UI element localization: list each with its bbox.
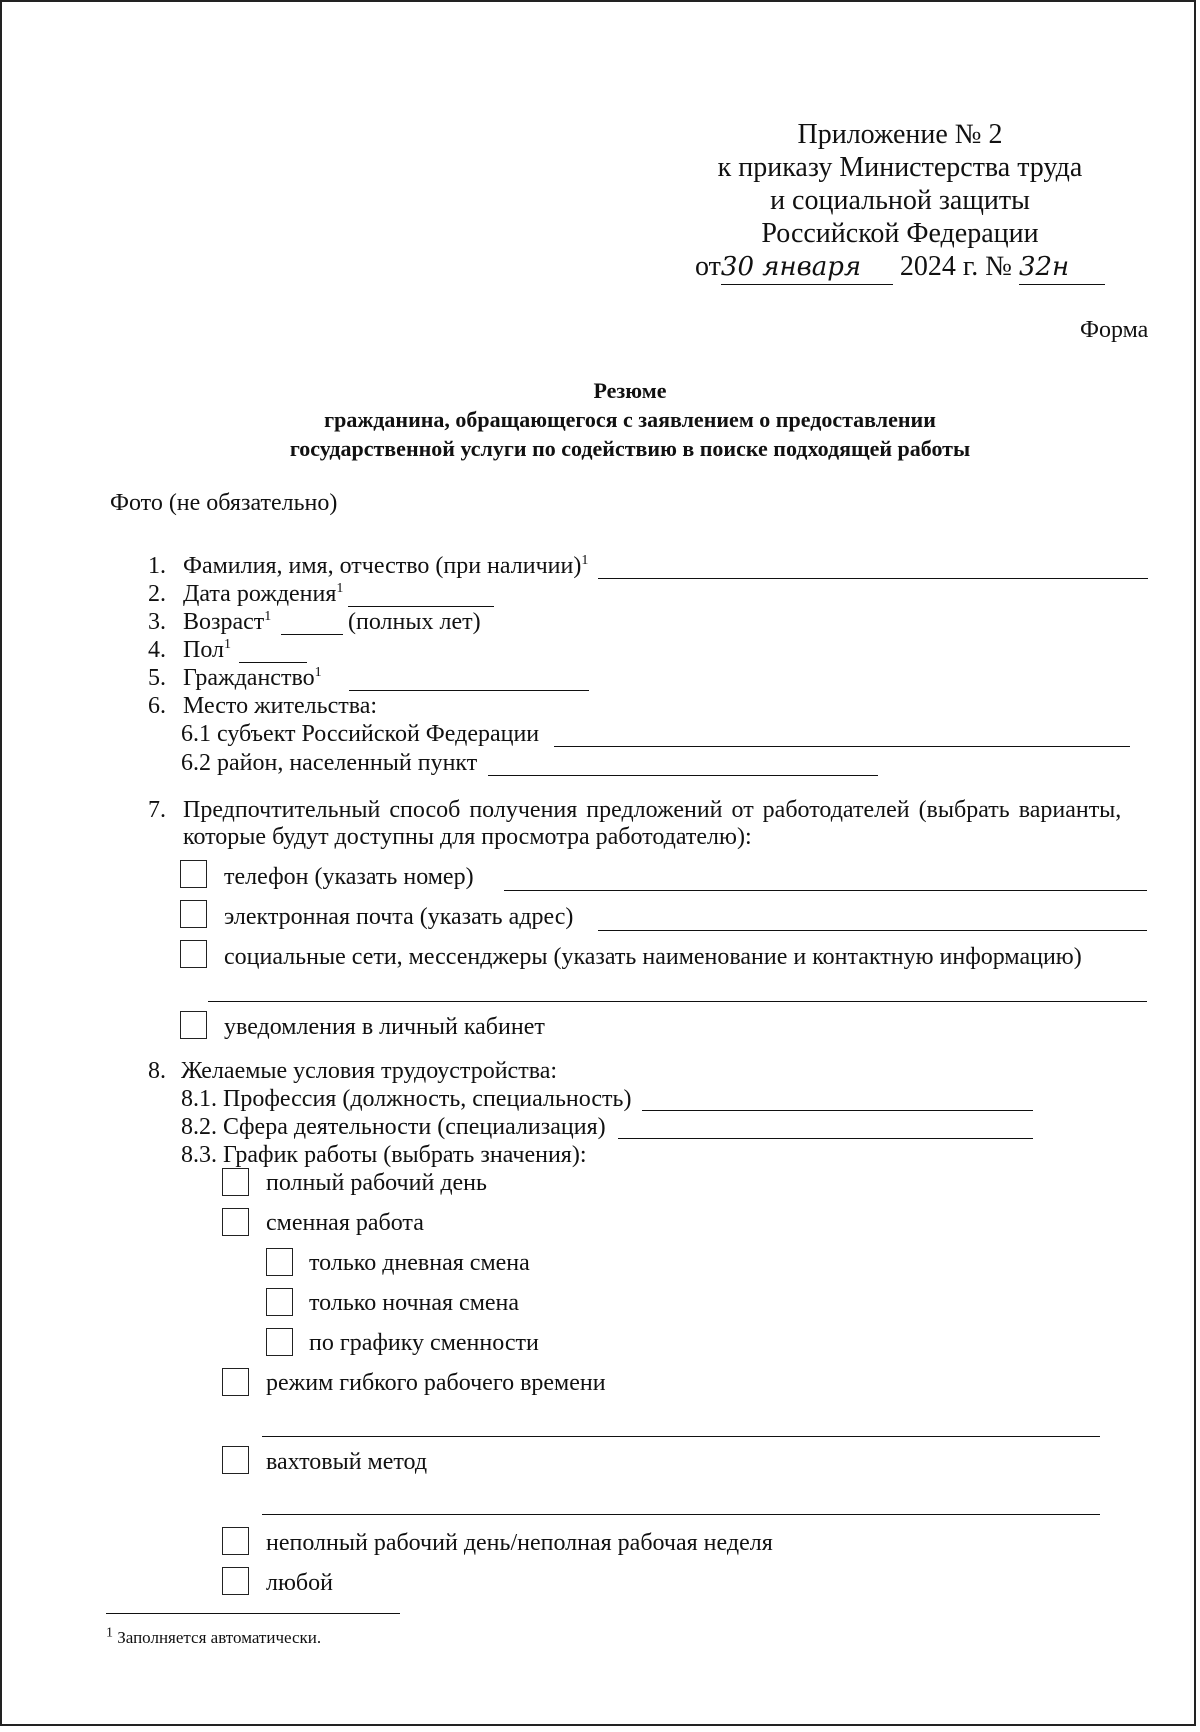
residence-label: Место жительства:: [183, 693, 378, 719]
flex-time-field[interactable]: [262, 1436, 1100, 1437]
full-day-label: полный рабочий день: [266, 1170, 487, 1196]
handwritten-number: 32н: [1019, 251, 1105, 285]
rotation-field[interactable]: [262, 1514, 1100, 1515]
sphere-label: 8.2. Сфера деятельности (специализация): [181, 1114, 606, 1140]
order-year: 2024 г. №: [899, 251, 1012, 282]
email-option-label: электронная почта (указать адрес): [224, 904, 574, 930]
item-number: 3.: [148, 609, 166, 635]
social-field[interactable]: [208, 1001, 1147, 1002]
from-prefix: от: [695, 251, 721, 282]
cabinet-option-label: уведомления в личный кабинет: [224, 1014, 545, 1040]
region-label: 6.1 субъект Российской Федерации: [181, 721, 540, 747]
night-shift-checkbox[interactable]: [266, 1288, 293, 1316]
phone-checkbox[interactable]: [180, 860, 207, 888]
conditions-label: Желаемые условия трудоустройства:: [181, 1058, 558, 1084]
shift-schedule-label: по графику сменности: [309, 1330, 539, 1356]
footnote-divider: [106, 1613, 400, 1614]
document-title: [0, 376, 1200, 463]
schedule-label: 8.3. График работы (выбрать значения):: [181, 1142, 587, 1168]
order-date-line: [640, 250, 1160, 285]
part-time-checkbox[interactable]: [222, 1527, 249, 1555]
contact-method-label-line1: Предпочтительный способ получения предложений от работодателей (выбрать варианты,: [183, 797, 1122, 823]
district-label: 6.2 район, населенный пункт: [181, 750, 478, 776]
appendix-header: [640, 118, 1160, 285]
part-time-label: неполный рабочий день/неполная рабочая неделя: [266, 1530, 773, 1556]
footnote: [106, 1625, 322, 1648]
rotation-checkbox[interactable]: [222, 1446, 249, 1474]
profession-field[interactable]: [642, 1110, 1033, 1111]
age-field[interactable]: [281, 634, 343, 635]
handwritten-date: 30 января: [721, 251, 893, 285]
day-shift-label: только дневная смена: [309, 1250, 530, 1276]
shift-work-checkbox[interactable]: [222, 1208, 249, 1236]
item-number: 4.: [148, 637, 166, 663]
full-name-field[interactable]: [598, 578, 1148, 579]
flex-time-checkbox[interactable]: [222, 1368, 249, 1396]
appendix-line4: Российской Федерации: [761, 218, 1039, 249]
any-schedule-label: любой: [266, 1570, 333, 1596]
form-label: Форма: [1080, 317, 1149, 343]
footnote-mark: 1: [106, 1625, 113, 1641]
item-number: 1.: [148, 553, 166, 579]
full-day-checkbox[interactable]: [222, 1168, 249, 1196]
email-checkbox[interactable]: [180, 900, 207, 928]
citizenship-label: Гражданство$^1$: [183, 665, 322, 691]
sphere-field[interactable]: [618, 1138, 1033, 1139]
appendix-line2: к приказу Министерства труда: [717, 152, 1083, 183]
phone-field[interactable]: [504, 890, 1147, 891]
item-number: 2.: [148, 581, 166, 607]
email-field[interactable]: [598, 930, 1147, 931]
gender-label: Пол$^1$: [183, 637, 231, 663]
shift-work-label: сменная работа: [266, 1210, 424, 1236]
birth-date-label: Дата рождения$^1$: [183, 581, 344, 607]
social-option-label: социальные сети, мессенджеры (указать наименование и контактную информацию): [224, 944, 1082, 970]
item-number: 5.: [148, 665, 166, 691]
citizenship-field[interactable]: [349, 690, 589, 691]
appendix-line1: Приложение № 2: [797, 119, 1003, 150]
shift-schedule-checkbox[interactable]: [266, 1328, 293, 1356]
item-number: 8.: [148, 1058, 166, 1084]
contact-method-label-line2: которые будут доступны для просмотра работодателю):: [183, 824, 752, 850]
district-field[interactable]: [488, 775, 878, 776]
full-name-label: Фамилия, имя, отчество (при наличии)$^1$: [183, 553, 589, 579]
age-label: Возраст$^1$: [183, 609, 272, 635]
item-number: 7.: [148, 797, 166, 823]
title-line1: Резюме: [593, 378, 667, 403]
day-shift-checkbox[interactable]: [266, 1248, 293, 1276]
social-checkbox[interactable]: [180, 940, 207, 968]
region-field[interactable]: [554, 746, 1130, 747]
item-number: 6.: [148, 693, 166, 719]
profession-label: 8.1. Профессия (должность, специальность): [181, 1086, 632, 1112]
appendix-line3: и социальной защиты: [770, 185, 1030, 216]
title-line2: гражданина, обращающегося с заявлением о предоставлении: [324, 407, 936, 432]
birth-date-field[interactable]: [348, 606, 494, 607]
cabinet-checkbox[interactable]: [180, 1011, 207, 1039]
age-suffix: (полных лет): [348, 609, 481, 635]
phone-option-label: телефон (указать номер): [224, 864, 474, 890]
title-line3: государственной услуги по содействию в поиске подходящей работы: [289, 436, 971, 461]
gender-field[interactable]: [239, 662, 307, 663]
flex-time-label: режим гибкого рабочего времени: [266, 1370, 606, 1396]
night-shift-label: только ночная смена: [309, 1290, 520, 1316]
rotation-label: вахтовый метод: [266, 1449, 428, 1475]
photo-label: Фото (не обязательно): [110, 490, 338, 516]
any-schedule-checkbox[interactable]: [222, 1567, 249, 1595]
footnote-text: Заполняется автоматически.: [117, 1628, 322, 1647]
